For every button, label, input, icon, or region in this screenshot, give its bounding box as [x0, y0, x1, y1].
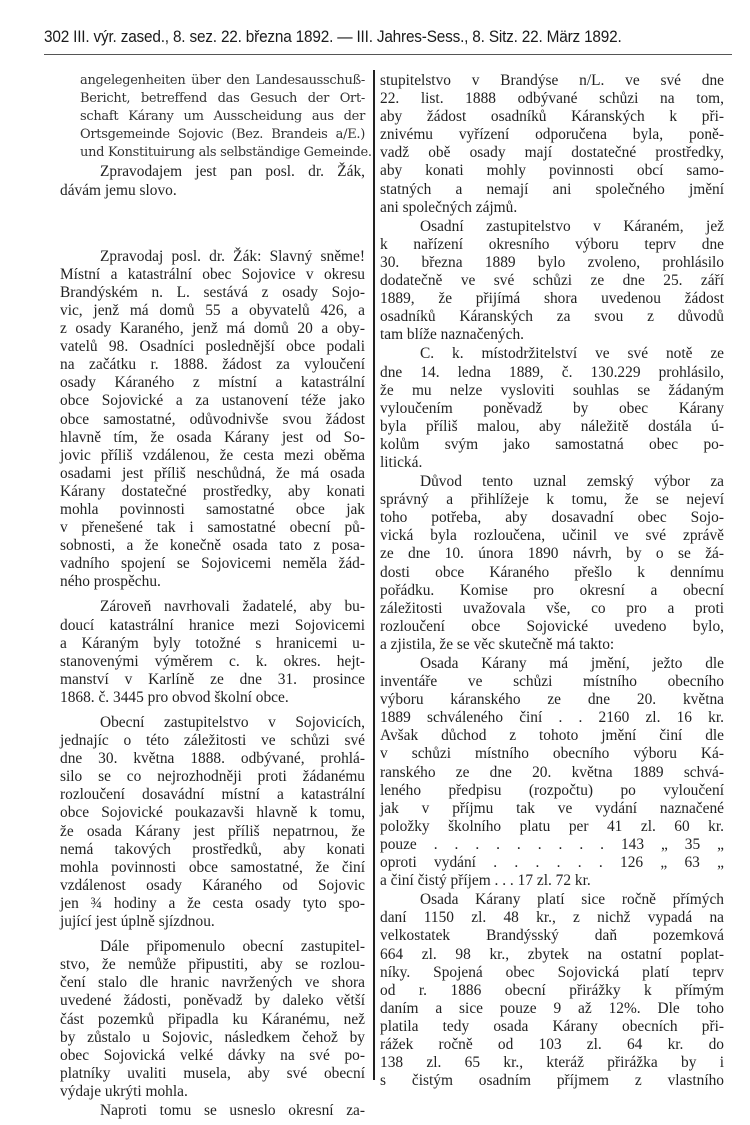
text-line: inventáře ve schůzi místního obecního — [380, 673, 724, 691]
text-line: oproti vydání . . . . . . 126 „ 63 „ — [380, 854, 724, 872]
text-line: Dále připomenulo obecní zastupitel- — [100, 938, 365, 956]
paragraph — [380, 345, 724, 472]
text-line: a zjistila, že se věc skutečně má takto: — [380, 635, 615, 653]
text-line: správný a přihlížeje k tomu, že se nejeví — [380, 491, 724, 509]
text-line: vzdálenost osady Káraného od Sojovic — [60, 876, 365, 894]
text-line: vatelů 98. Osadníci poslednější obce podali — [60, 338, 365, 356]
text-line: platila tedy osada Kárany obecních při- — [380, 1017, 724, 1035]
text-line: uvedené žádosti, poněvadž by daleko větší — [60, 992, 365, 1010]
text-line: byla příliš malou, aby náležitě dostála ú- — [380, 417, 724, 435]
text-line: jak v příjmu tak ve vydání naznačené — [380, 799, 724, 817]
text-line: Ortsgemeinde Sojovic (Bez. Brandeis a/E.) — [80, 127, 365, 143]
text-line: vic, jenž má domů 55 a obyvatelů 426, a — [60, 301, 365, 319]
text-line: 1889 schváleného činí . . 2160 zl. 16 kr. — [380, 709, 724, 727]
text-line: dosti obce Káraného přešlo k dennímu — [380, 563, 724, 581]
text-line: Bericht, betreffend das Gesuch der Ort- — [80, 91, 365, 107]
text-line: 1868. č. 3445 pro obvod školní obce. — [60, 688, 289, 706]
text-line: že osada Kárany jest příliš nepatrnou, že — [60, 822, 365, 840]
text-line: platníky uvaliti musela, aby své obecní — [60, 1064, 365, 1082]
text-line: s čistým osadním příjmem z vlastního — [380, 1072, 724, 1090]
text-line: silo se co nejrozhodněji proti žádanému — [60, 768, 365, 786]
text-line: Místní a katastrální obec Sojovice v okresu — [60, 265, 365, 283]
text-line: obce Sojovické poukazavši hlavně k tomu, — [60, 804, 365, 822]
running-header: 302 III. výr. zased., 8. sez. 22. března 1892. — III. Jahres-Sess., 8. Sitz. 22. März 1892. — [44, 28, 622, 46]
text-line: rážek ročně od 103 zl. 64 kr. do — [380, 1035, 724, 1053]
text-line: dne 14. ledna 1889, č. 130.229 prohlásilo, — [380, 363, 724, 381]
text-line: jovic příliš vzdálenou, že cesta mezi oběma — [60, 446, 365, 464]
text-line: ze dne 10. února 1890 návrh, by o se žá- — [380, 545, 724, 563]
text-line: nemá takových prostředků, aby konati — [60, 840, 365, 858]
text-line: a Káraným byly totožné s hranicemi u- — [60, 634, 365, 652]
paragraph — [380, 72, 724, 217]
text-line: vadního spojení se Sojovicemi neměla žád- — [60, 555, 365, 573]
paragraph — [60, 714, 365, 931]
paragraph — [60, 938, 365, 1101]
text-line: stanovenými výměrem c. k. okres. hejt- — [60, 652, 365, 670]
text-line: obce Sojovické a za ustanovení téže jako — [60, 392, 365, 410]
text-line: Důvod tento uznal zemský výbor za — [420, 473, 724, 491]
text-line: osadníků Káranských za svou z důvodů — [380, 308, 724, 326]
text-line: hlavně tím, že osada Kárany jest od So- — [60, 428, 365, 446]
text-line: jen ¾ hodiny a že cesta osady tyto spo- — [60, 894, 365, 912]
text-line: tam blíže naznačených. — [380, 326, 524, 344]
text-line: obec Sojovická velké dávky na své po- — [60, 1046, 365, 1064]
text-line: Kárany dostatečné prostředky, aby konati — [60, 482, 365, 500]
text-line: leného předpisu (rozpočtu) po vyloučení — [380, 781, 724, 799]
text-line: pouze . . . . . . . . . 143 „ 35 „ — [380, 835, 724, 853]
text-line: Avšak důchod z tohoto jmění činí dle — [380, 727, 724, 745]
text-line: vadž obě osady mají dostatečné prostředky, — [380, 144, 724, 162]
text-line: aby konati mohly povinnosti obcí samo- — [380, 162, 724, 180]
text-line: 664 zl. 98 kr., zbytek na ostatní poplat- — [380, 945, 724, 963]
text-line: rozloučení obce Sojovické uvedeno bylo, — [380, 617, 724, 635]
header-rule — [44, 54, 732, 55]
text-line: v schůzi místního obecního výboru Ká- — [380, 745, 724, 763]
text-line: schaft Kárany um Ausscheidung aus der — [80, 109, 365, 125]
paragraph — [60, 248, 365, 592]
text-line: výdaje ukrýti mohla. — [60, 1082, 188, 1100]
text-line: aby žádost osadníků Káranských k při- — [380, 108, 724, 126]
text-line: Zpravodaj posl. dr. Žák: Slavný sněme! — [100, 247, 365, 265]
text-line: Zpravodajem jest pan posl. dr. Žák, — [100, 163, 365, 181]
text-line: und Konstituirung als selbständige Gemeinde. — [80, 145, 372, 161]
text-line: sobnosti, a že konečně osada tato z posa- — [60, 537, 365, 555]
text-line: velkostatek Brandýsský daň pozemková — [380, 927, 724, 945]
text-line: daním a sice pouze 9 až 12%. Dle toho — [380, 999, 724, 1017]
left-column — [60, 72, 372, 1121]
text-line: od r. 1886 obecní přirážky k přímým — [380, 981, 724, 999]
text-line: část pozemků připadla ku Káranému, než — [60, 1010, 365, 1028]
paragraph — [380, 655, 724, 890]
text-line: angelegenheiten über den Landesausschuß- — [80, 73, 365, 88]
text-line: C. k. místodržitelství ve své notě ze — [420, 345, 724, 363]
text-line: ného prospěchu. — [60, 573, 161, 591]
text-line: pořádku. Komise pro okresní a obecní — [380, 581, 724, 599]
text-line: ani společných zájmů. — [380, 198, 518, 216]
text-line: obce samostatné, odůvodnivše svou žádost — [60, 410, 365, 428]
text-line: vická byla rozloučena, učinil ve své zprávě — [380, 527, 724, 545]
paragraph — [380, 218, 724, 345]
text-line: Osada Kárany platí sice ročně přímých — [420, 891, 724, 909]
paragraph — [60, 1102, 365, 1120]
text-line: stvo, že nemůže připustiti, aby se rozlou- — [60, 956, 365, 974]
text-line: 30. března 1889 bylo zvoleno, prohlásilo — [380, 253, 724, 271]
paragraph — [60, 163, 365, 199]
text-line: dne 30. května 1888. odbývané, prohlá- — [60, 750, 365, 768]
text-line: mohla povinnosti obce samostatné, že činí — [60, 858, 365, 876]
text-line: na začátku r. 1888. žádost za vyloučení — [60, 356, 365, 374]
text-line: záležitosti uvažovala vše, co pro a proti — [380, 599, 724, 617]
text-line: Osadní zastupitelstvo v Káraném, jež — [420, 217, 724, 235]
text-line: doucí katastrální hranice mezi Sojovicemi — [60, 616, 365, 634]
paragraph — [380, 891, 724, 1090]
text-line: 138 zl. 65 kr., kteráž přirážka by i — [380, 1054, 724, 1072]
text-line: osadami jest příliš neschůdná, že má osada — [60, 464, 365, 482]
text-line: mohla povinnosti samostatné obce jak — [60, 500, 365, 518]
text-line: statných a nemají ani společného jmění — [380, 180, 724, 198]
text-line: výboru káranského ze dne 20. května — [380, 691, 724, 709]
text-line: položky školního platu per 41 zl. 60 kr. — [380, 817, 724, 835]
text-line: dávám jemu slovo. — [60, 181, 177, 199]
text-line: níky. Spojená obec Sojovická platí teprv — [380, 963, 724, 981]
text-line: Osada Kárany má jmění, ježto dle — [420, 655, 724, 672]
text-line: znivému vyřízení odporučena byla, poně- — [380, 126, 724, 144]
text-line: 1889, že přijímá shora uvedenou žádost — [380, 290, 724, 308]
text-line: daní 1150 zl. 48 kr., z nichž vypadá na — [380, 909, 724, 927]
text-line: rozloučení dosavádní místní a katastrální — [60, 786, 365, 804]
text-line: Brandýském n. L. sestává z osady Sojo- — [60, 283, 365, 301]
text-line: litická. — [380, 453, 423, 471]
german-paragraph — [60, 72, 372, 162]
text-line: z osady Karaného, jenž má domů 20 a oby- — [60, 320, 365, 338]
text-line: kolům svým jako samostatná obec po- — [380, 435, 724, 453]
text-line: osady Káraného z místní a katastrální — [60, 374, 365, 392]
text-line: dodatečně ve své schůzi ze dne 25. září — [380, 272, 724, 290]
paragraph — [60, 598, 365, 707]
text-line: čení stalo dle hranic navržených ve shora — [60, 974, 365, 992]
paragraph — [380, 473, 724, 654]
text-line: v přenešené tak i samostatné obecní pů- — [60, 519, 365, 537]
text-line: že mu nelze vysloviti souhlas se žádaným — [380, 381, 724, 399]
column-divider — [373, 70, 375, 1080]
text-line: jednajíc o této záležitosti ve schůzi své — [60, 732, 365, 750]
text-line: stupitelstvo v Brandýse n/L. ve své dne — [380, 72, 724, 89]
text-line: Naproti tomu se usneslo okresní za- — [100, 1101, 365, 1119]
text-line: Obecní zastupitelstvo v Sojovicích, — [100, 714, 365, 731]
text-line: k nařízení okresního výboru teprv dne — [380, 235, 724, 253]
right-column — [380, 72, 724, 1091]
text-line: a činí čistý příjem . . . 17 zl. 72 kr. — [380, 872, 591, 890]
text-line: ranského ze dne 20. května 1889 schvá- — [380, 763, 724, 781]
text-line: Zároveň navrhovali žadatelé, aby bu- — [100, 598, 365, 616]
text-line: jující jest úplně sjízdnou. — [60, 913, 215, 931]
text-line: vyloučením poněvadž by obec Kárany — [380, 399, 724, 417]
text-line: by zůstalo u Sojovic, následkem čehož by — [60, 1028, 365, 1046]
text-line: 22. list. 1888 odbývané schůzi na tom, — [380, 90, 724, 108]
text-line: toho potřeba, aby dosavadní obec Sojo- — [380, 509, 724, 527]
text-line: manství v Karlíně ze dne 31. prosince — [60, 670, 365, 688]
